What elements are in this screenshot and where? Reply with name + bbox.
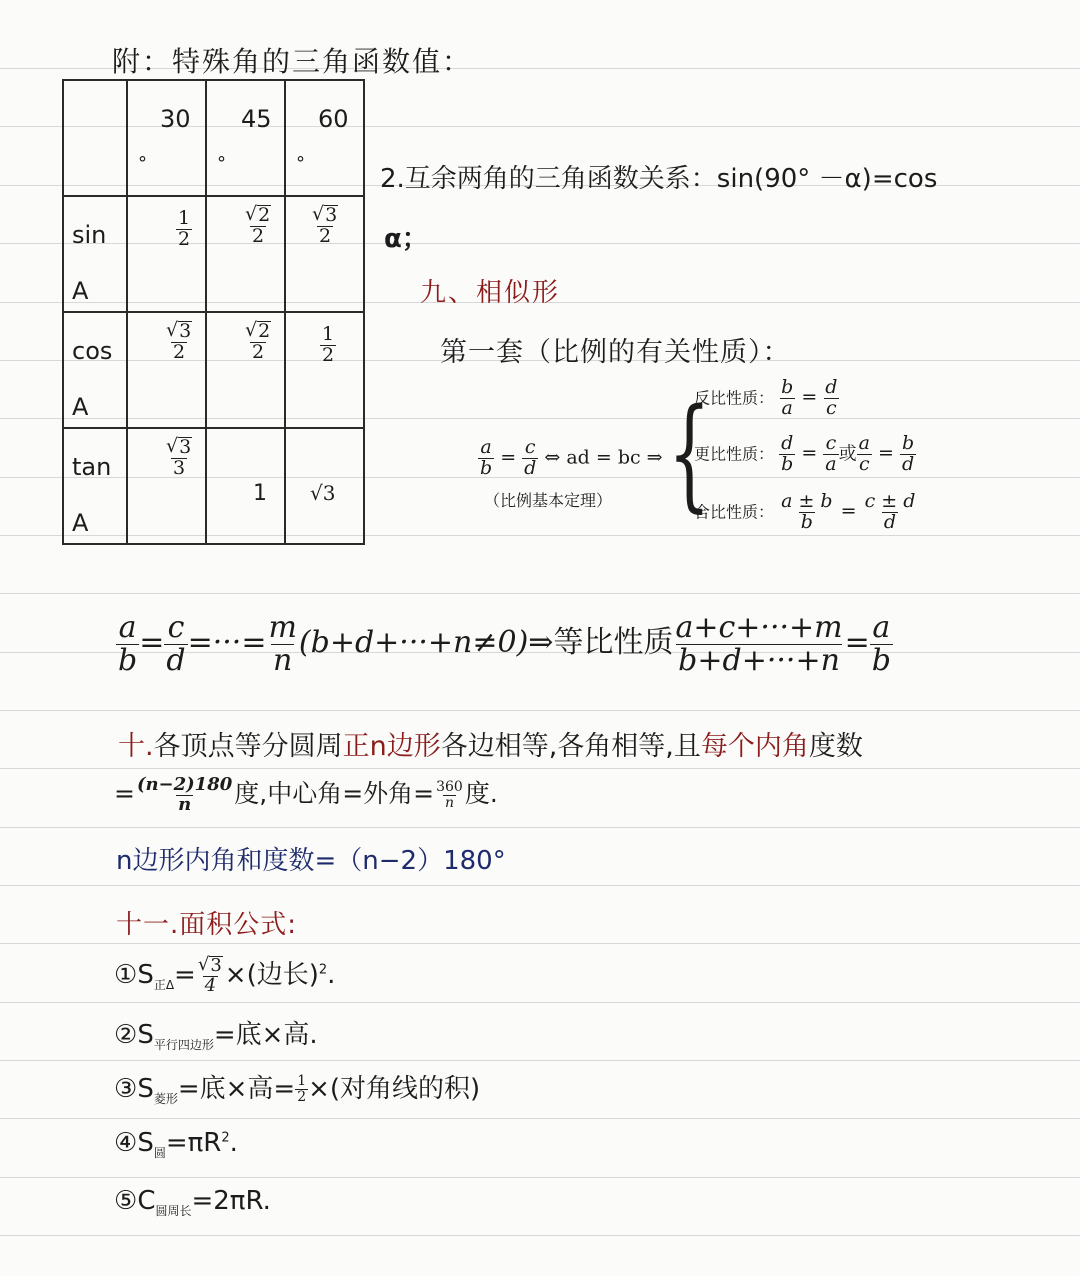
brace-icon: {: [668, 382, 711, 524]
section-10-line-2: = $\frac{(n-2)180}{n}$ 度,中心角=外角= $\frac{360}{n}$ 度.: [114, 773, 498, 815]
row-label-sin: sin A: [63, 196, 127, 312]
sin-30-value: $\frac{1}{2}$: [127, 196, 206, 312]
sin-45-value: √ 2 2: [206, 196, 285, 312]
tan-30-value: √ 3 3: [127, 428, 206, 544]
section-10-line-1: 十.各顶点等分圆周正n边形各边相等,各角相等,且每个内角度数: [118, 731, 863, 762]
cofunction-line-1: 2.互余两角的三角函数关系：sin(90° －α)=cos: [380, 164, 938, 194]
page-heading: 附：特殊角的三角函数值：: [112, 45, 473, 78]
cos-45-value: √ 2 2: [206, 312, 285, 428]
equal-ratio-formula: $\frac{a}{b}$ = $\frac{c}{d}$ =···= $\frac{m}{n}$ (b+d+···+n≠0)⇒等比性质 $\frac{a+c+\cdot\cdot\cdot+m}{b+d+\cdot\cdot\cdot+n}$ = $\frac{a}{b}$: [118, 610, 891, 678]
area-formula-4: $④S_圆=\pi R^2$.: [114, 1128, 238, 1161]
table-row-cos: [63, 312, 364, 428]
sin-60-value: √ 3 2: [285, 196, 364, 312]
area-formula-5: $⑤C_{圆周长}=2\pi R$.: [114, 1186, 271, 1219]
angle-header-60: 60 °: [285, 80, 364, 196]
inverse-property: 反比性质： $\frac{b}{a}$ = $\frac{d}{c}$: [694, 376, 838, 419]
tan-45-value: 1: [206, 428, 285, 544]
area-formula-1: $①S_{正\Delta}=$ √ 3 4 ×(边长)$^2$.: [114, 953, 336, 996]
angle-header-30: 30 °: [127, 80, 206, 196]
proportion-basic: $\frac{a}{b}$ = $\frac{c}{d}$ ⇔ ad = bc ⇒: [480, 436, 663, 479]
table-corner-cell: [63, 80, 127, 196]
area-formula-3: $③S_{菱形}=$底×高= $\frac{1}{2}$ ×(对角线的积): [114, 1073, 481, 1107]
section-9-title: 九、相似形: [420, 278, 561, 308]
tan-60-value: √3: [285, 428, 364, 544]
table-row-tan: [63, 428, 364, 544]
row-label-cos: cos A: [63, 312, 127, 428]
cofunction-line-2: α；: [384, 224, 428, 254]
area-formula-2: $②S_{平行四边形}=$底×高.: [114, 1020, 318, 1053]
table-row-sin: [63, 196, 364, 312]
angle-header-45: 45 °: [206, 80, 285, 196]
cos-30-value: √ 3 2: [127, 312, 206, 428]
cos-60-value: $\frac{1}{2}$: [285, 312, 364, 428]
section-9-subtitle: 第一套（比例的有关性质）：: [440, 337, 791, 368]
row-label-tan: tan A: [63, 428, 127, 544]
alternate-property: 更比性质： $\frac{d}{b}$ = $\frac{c}{a}$ 或 $\frac{a}{c}$ = $\frac{b}{d}$: [694, 432, 915, 475]
basic-theorem-label: （比例基本定理）: [484, 491, 613, 510]
interior-angle-sum: n边形内角和度数=（n−2）180°: [116, 846, 506, 876]
componendo-property: 合比性质： $\frac{a \pm b}{b}$ = $\frac{c \pm d}{d}$: [694, 490, 916, 533]
trig-values-table: [62, 79, 365, 545]
section-11-title: 十一.面积公式:: [116, 910, 298, 940]
